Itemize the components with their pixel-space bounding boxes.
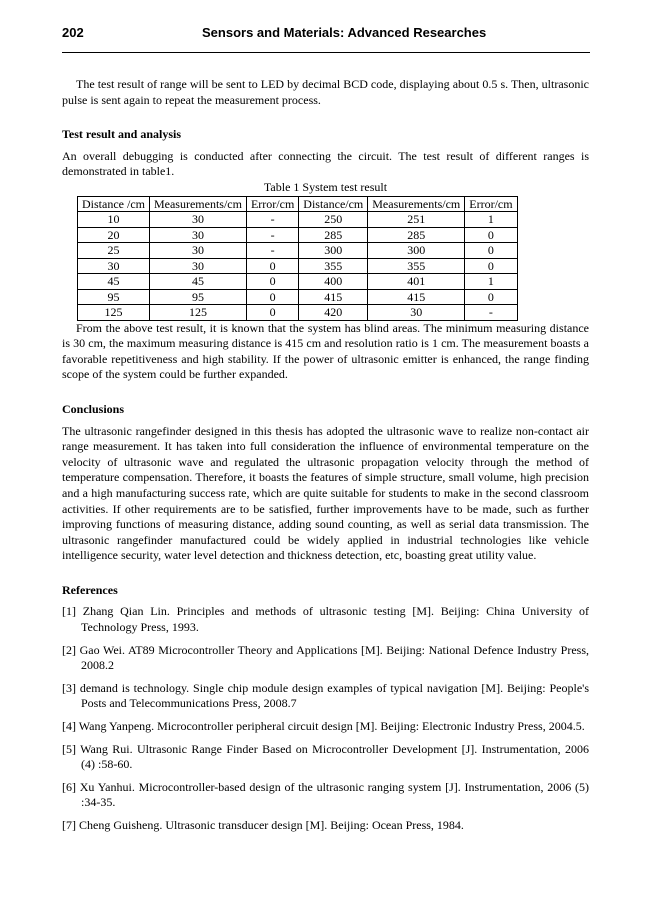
reference-item: [3] demand is technology. Single chip module design examples of typical navigation [M]. Beijing: People's Posts and Telecommunications Press, 2008.7	[62, 680, 589, 711]
table-row	[78, 212, 518, 228]
table-header-cell: Measurements/cm	[149, 196, 246, 212]
reference-item: [6] Xu Yanhui. Microcontroller-based design of the ultrasonic ranging system [J]. Instrumentation, 2006 (5) :34-35.	[62, 779, 589, 810]
table-cell: 30	[149, 227, 246, 243]
running-title: Sensors and Materials: Advanced Researches	[202, 25, 487, 40]
table-cell: 1	[465, 212, 517, 228]
results-paragraph-2: From the above test result, it is known that the system has blind areas. The minimum measuring distance is 30 cm, the maximum measuring distance is 415 cm and resolution ratio is 1 cm. The measurement boasts a favorable repetitiveness and high stability. If the power of ultrasonic emitter is enhanced, the range finding scope of the system could be further expanded.	[62, 320, 589, 382]
reference-item: [7] Cheng Guisheng. Ultrasonic transducer design [M]. Beijing: Ocean Press, 1984.	[62, 818, 464, 832]
table-cell: 45	[78, 274, 150, 290]
table-cell: 0	[246, 258, 298, 274]
table-cell: 420	[299, 305, 368, 321]
table-cell: 0	[465, 289, 517, 305]
table-cell: 0	[246, 274, 298, 290]
table-cell: 400	[299, 274, 368, 290]
page-body	[62, 77, 589, 841]
table-cell: 300	[299, 243, 368, 259]
reference-item: [5] Wang Rui. Ultrasonic Range Finder Based on Microcontroller Development [J]. Instrumentation, 2006 (4) :58-60.	[62, 741, 589, 772]
table-cell: 251	[368, 212, 465, 228]
references-heading: References	[62, 582, 118, 597]
table-cell: 95	[78, 289, 150, 305]
table-cell: 125	[149, 305, 246, 321]
table-cell: 25	[78, 243, 150, 259]
table-cell: 125	[78, 305, 150, 321]
results-heading: Test result and analysis	[62, 127, 182, 142]
table-cell: 285	[299, 227, 368, 243]
table-cell: 20	[78, 227, 150, 243]
table-cell: 30	[149, 212, 246, 228]
table-cell: 401	[368, 274, 465, 290]
table-cell: 0	[246, 289, 298, 305]
table-header-row	[78, 196, 518, 212]
table-cell: 415	[368, 289, 465, 305]
table-cell: 285	[368, 227, 465, 243]
table-row	[78, 258, 518, 274]
table-cell: 250	[299, 212, 368, 228]
table-cell: 0	[246, 305, 298, 321]
reference-item: [4] Wang Yanpeng. Microcontroller peripheral circuit design [M]. Beijing: Electronic Industry Press, 2004.5.	[62, 719, 585, 734]
table-row	[78, 289, 518, 305]
references-list	[62, 604, 589, 833]
table-body	[78, 212, 518, 321]
results-paragraph-1: An overall debugging is conducted after connecting the circuit. The test result of different ranges is demonstrated in table1.	[62, 148, 589, 179]
table-cell: 355	[368, 258, 465, 274]
page-number: 202	[62, 25, 84, 40]
conclusions-paragraph: The ultrasonic rangefinder designed in this thesis has adopted the ultrasonic wave to realize non-contact air range measurement. It has taken into full consideration the influence of environmental temperature on the velocity of ultrasonic wave and regulated the ultrasonic propagation velocity through the method of temperature compensation. Therefore, it boasts the features of simple structure, small volume, high precision and a high manufacturing success rate, which are quite suitable for students to make in the second classroom activities. If other requirements are to be satisfied, further improvements have to be made, such as further improving functions of measuring distance, adding sound counting, as well as serial data transmission. The ultrasonic rangefinder manufactured could be widely applied in industrial technologies like vehicle intelligence security, water level detection and thickness detection, etc, boasting great utility value.	[62, 423, 589, 563]
table-cell: 0	[465, 243, 517, 259]
table-cell: 415	[299, 289, 368, 305]
reference-item: [2] Gao Wei. AT89 Microcontroller Theory and Applications [M]. Beijing: National Defence Industry Press, 2008.2	[62, 642, 589, 673]
table-header-cell: Error/cm	[465, 196, 517, 212]
table-cell: 10	[78, 212, 150, 228]
table-cell: 95	[149, 289, 246, 305]
table-cell: 30	[78, 258, 150, 274]
results-table	[77, 196, 518, 321]
table-cell: -	[246, 227, 298, 243]
table-cell: 30	[368, 305, 465, 321]
table-row	[78, 274, 518, 290]
table-row	[78, 227, 518, 243]
intro-paragraph: The test result of range will be sent to LED by decimal BCD code, displaying about 0.5 s. Then, ultrasonic pulse is sent again to repeat the measurement process.	[62, 77, 589, 107]
table-cell: 30	[149, 258, 246, 274]
table-header-cell: Distance /cm	[78, 196, 150, 212]
table-row	[78, 305, 518, 321]
table-cell: -	[246, 212, 298, 228]
table-cell: -	[246, 243, 298, 259]
table-cell: 1	[465, 274, 517, 290]
table-row	[78, 243, 518, 259]
table-cell: 30	[149, 243, 246, 259]
table-cell: 0	[465, 258, 517, 274]
table-cell: 300	[368, 243, 465, 259]
table-cell: 0	[465, 227, 517, 243]
conclusions-heading: Conclusions	[62, 401, 125, 416]
page-header	[62, 22, 590, 53]
table-cell: -	[465, 305, 517, 321]
reference-item: [1] Zhang Qian Lin. Principles and methods of ultrasonic testing [M]. Beijing: China University of Technology Press, 1993.	[62, 604, 589, 635]
table-caption: Table 1 System test result	[263, 179, 388, 194]
table-cell: 355	[299, 258, 368, 274]
table-header-cell: Error/cm	[246, 196, 298, 212]
table-header-cell: Measurements/cm	[368, 196, 465, 212]
table-header-cell: Distance/cm	[299, 196, 368, 212]
table-cell: 45	[149, 274, 246, 290]
